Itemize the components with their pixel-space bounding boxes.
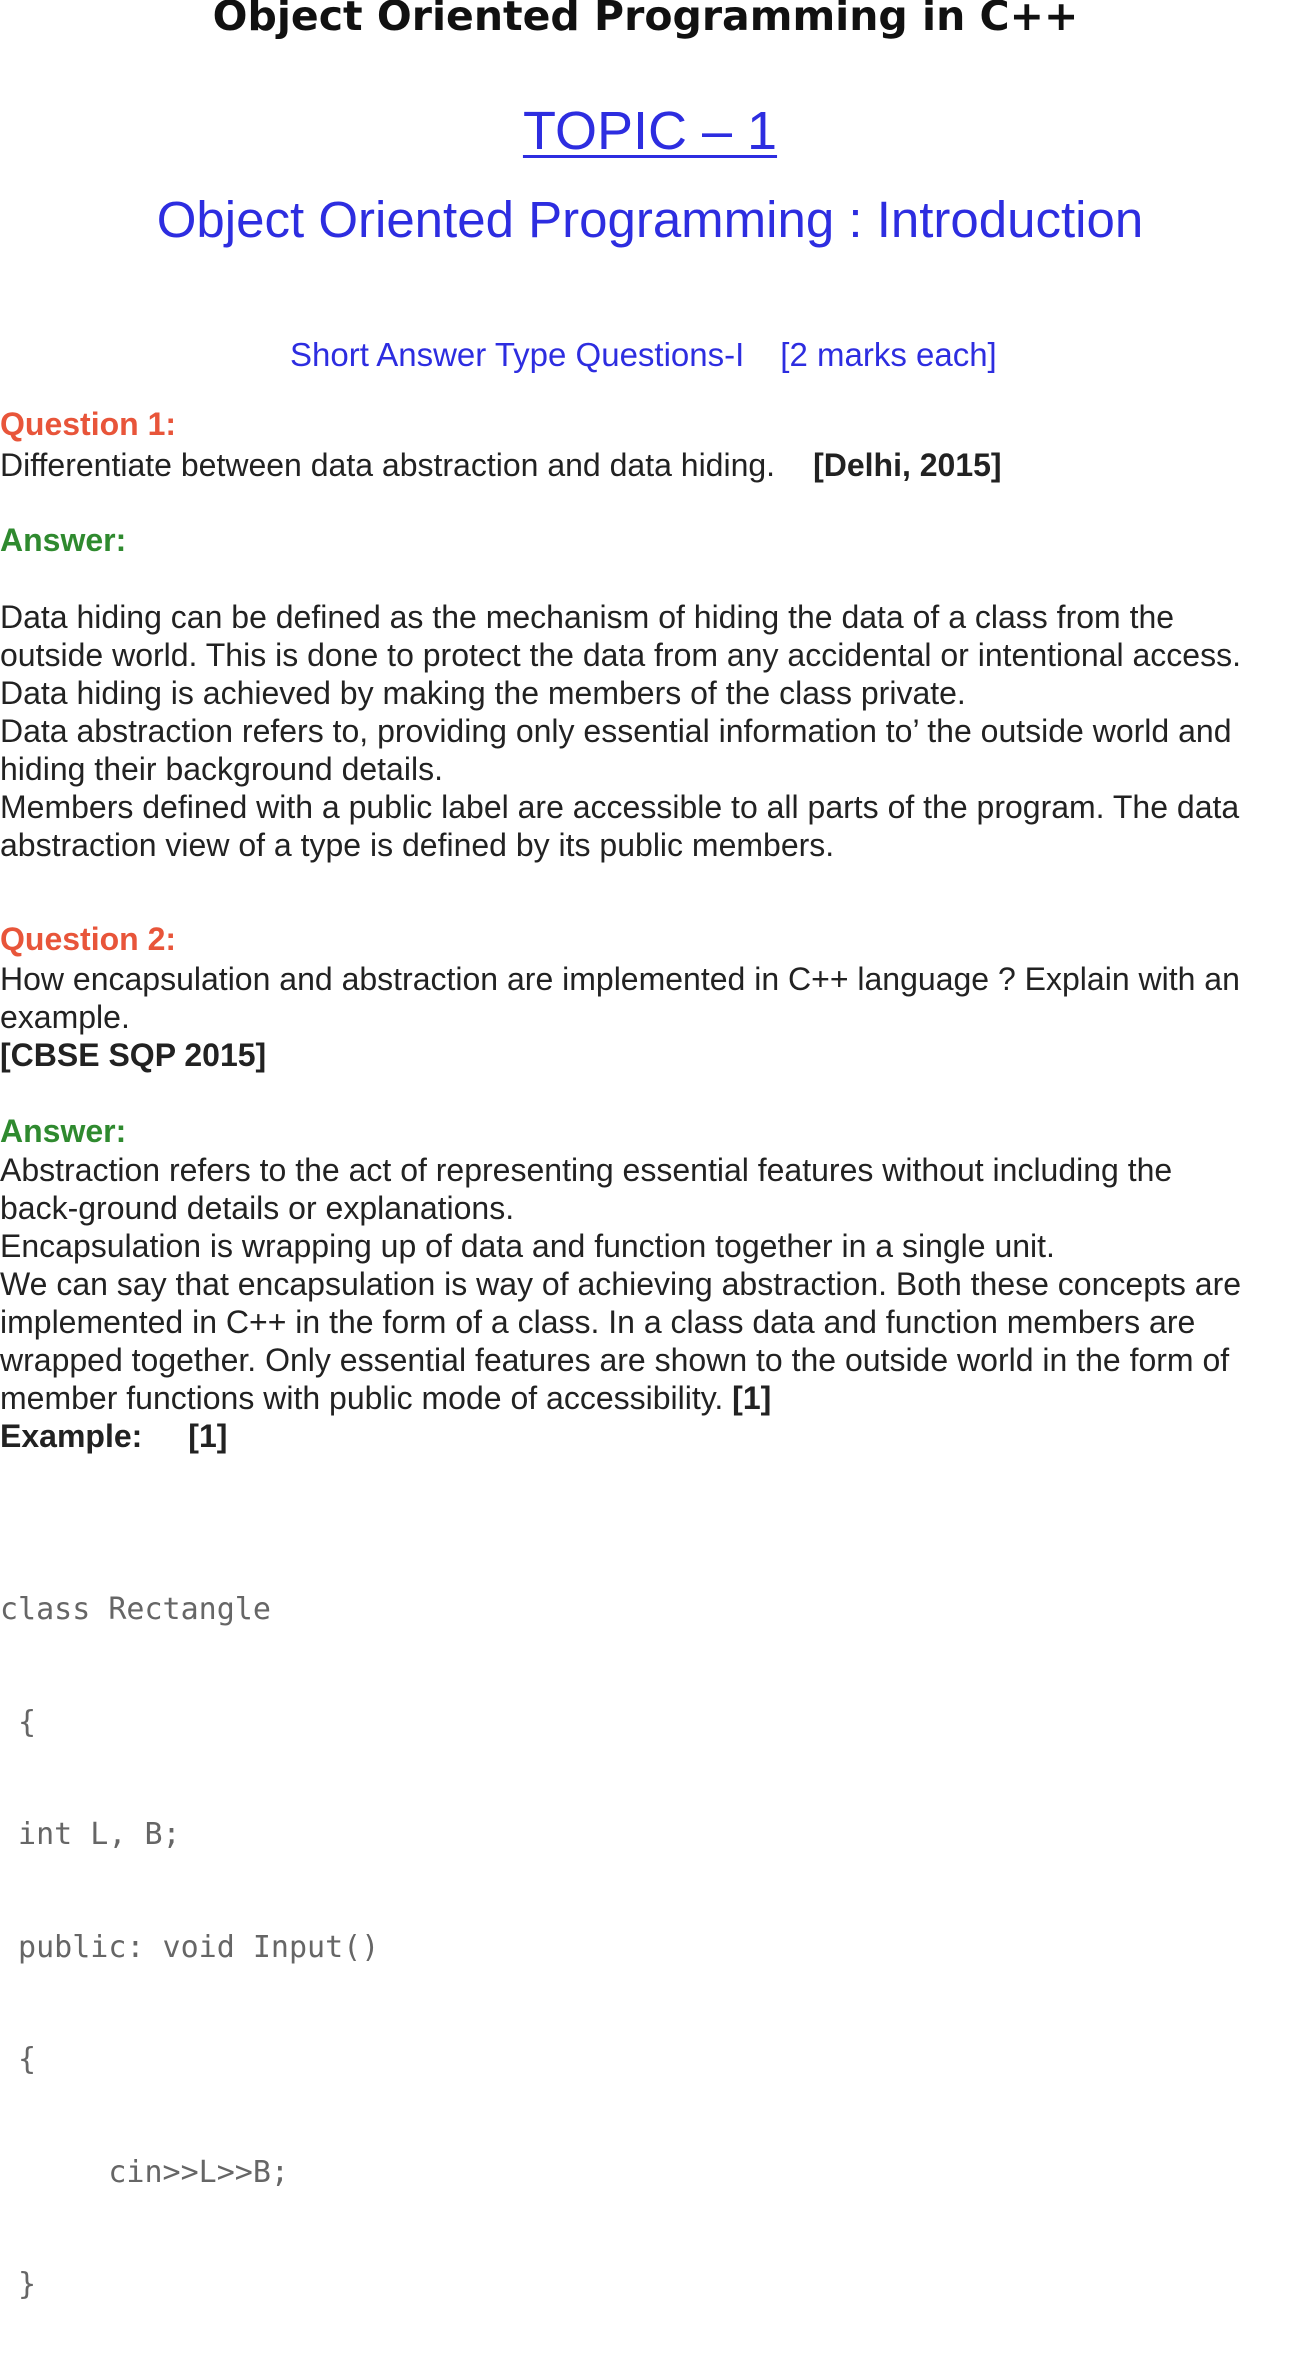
question-2-label: Question 2:	[0, 921, 177, 957]
code-line: {	[0, 2042, 37, 2077]
question-1-body: Differentiate between data abstraction and data hiding.	[0, 447, 776, 483]
answer-2-line: implemented in C++ in the form of a class. In a class data and function members are	[0, 1304, 1196, 1340]
question-2-line: How encapsulation and abstraction are implemented in C++ language ? Explain with an	[0, 961, 1240, 997]
code-line: public: void Input()	[0, 1929, 380, 1965]
answer-2-last-line: member functions with public mode of accessibility.	[0, 1380, 724, 1416]
answer-1-line: outside world. This is done to protect the data from any accidental or intentional access.	[0, 637, 1241, 673]
answer-2-label: Answer:	[0, 1113, 127, 1149]
answer-2-line: wrapped together. Only essential features are shown to the outside world in the form of	[0, 1342, 1230, 1378]
topic-label: TOPIC – 1	[522, 101, 778, 161]
answer-2-mark: [1]	[732, 1380, 772, 1416]
question-1-text	[0, 446, 1291, 484]
question-1-label: Question 1:	[0, 406, 177, 442]
topic-subtitle: Object Oriented Programming : Introduction	[156, 191, 1144, 248]
question-2-text	[0, 960, 1291, 1074]
answer-2-line: back-ground details or explanations.	[0, 1190, 515, 1226]
code-line: {	[0, 1704, 37, 1740]
topic-heading	[0, 100, 1291, 162]
section-heading	[290, 336, 997, 374]
code-line: }	[0, 2267, 37, 2302]
example-mark: [1]	[188, 1418, 228, 1454]
answer-2-text	[0, 1151, 1291, 1455]
document-title: Object Oriented Programming in C++	[212, 0, 1079, 40]
answer-1-line: Data hiding is achieved by making the members of the class private.	[0, 675, 966, 711]
answer-1-label: Answer:	[0, 522, 127, 558]
answer-1-line: Data hiding can be defined as the mechanism of hiding the data of a class from the	[0, 599, 1175, 635]
question-1-ref: [Delhi, 2015]	[813, 447, 1002, 483]
question-2-ref: [CBSE SQP 2015]	[0, 1037, 267, 1073]
section-title: Short Answer Type Questions-I	[290, 336, 745, 373]
answer-2-line: Abstraction refers to the act of representing essential features without including the	[0, 1152, 1173, 1188]
answer-1-line: Members defined with a public label are accessible to all parts of the program. The data	[0, 789, 1240, 825]
code-example	[0, 1516, 379, 2379]
question-2-line: example.	[0, 999, 130, 1035]
example-label: Example:	[0, 1418, 143, 1454]
code-line: cin>>L>>B;	[0, 2154, 289, 2190]
answer-1-line: Data abstraction refers to, providing only essential information to’ the outside world and	[0, 713, 1232, 749]
answer-1-line: hiding their background details.	[0, 751, 443, 787]
answer-1-line: abstraction view of a type is defined by its public members.	[0, 827, 835, 863]
section-marks: [2 marks each]	[780, 336, 997, 373]
code-line: int L, B;	[0, 1817, 181, 1852]
answer-1-text	[0, 598, 1291, 864]
code-line: class Rectangle	[0, 1592, 271, 1627]
answer-2-line: Encapsulation is wrapping up of data and function together in a single unit.	[0, 1228, 1055, 1264]
answer-2-line: We can say that encapsulation is way of achieving abstraction. Both these concepts are	[0, 1266, 1242, 1302]
